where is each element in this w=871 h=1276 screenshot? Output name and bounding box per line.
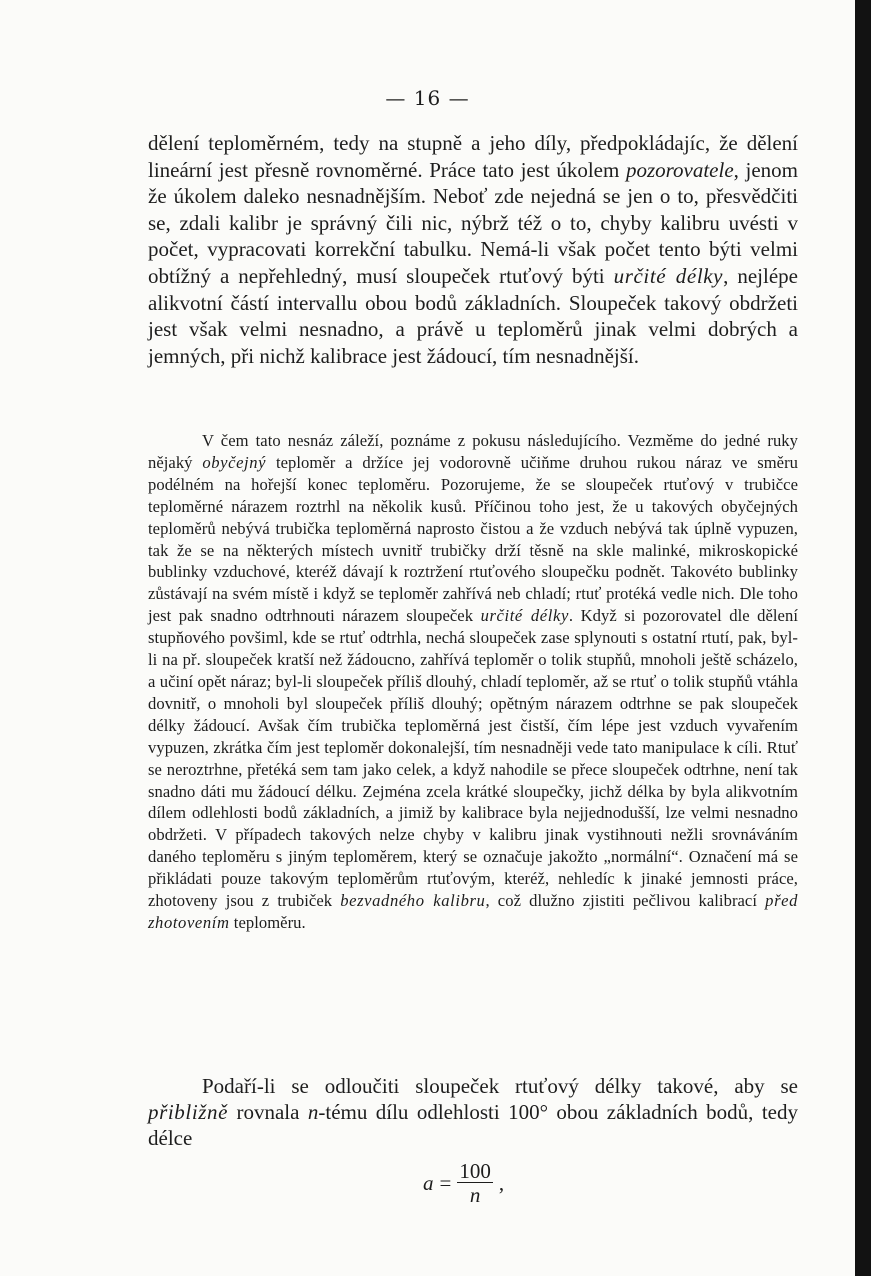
formula — [423, 1160, 504, 1207]
p1-text-c: , jenom že úkolem daleko nesnadnějším. Neboť zde nejedná se jen o to, přesvědčiti se, zdali kalibr je správný čili nic, nýbrž též o to, chyby kalibru uvésti v počet, vypracovati korrekční tabulku. Nemá-li však počet tento býti velmi obtížný a nepřehledný, musí sloupeček rtuťový býti — [148, 157, 798, 288]
page-number: — 16 — — [385, 86, 470, 110]
p1-text-e: , nejlépe alikvotní částí intervallu obou bodů základních. Sloupeček takový obdržeti jest však velmi nesnadno, a právě u teploměrů jinak velmi dobrých a jemných, při nichž kalibrace jest žádoucí, tím nesnadnější. — [148, 263, 798, 368]
p2-text-i: teploměru. — [229, 912, 306, 932]
p3-text-c: rovnala — [228, 1100, 308, 1124]
formula-comma: , — [498, 1171, 505, 1195]
p2-text-g: , což dlužno zjistiti pečlivou kalibrací — [485, 891, 766, 911]
formula-lhs: a — [423, 1171, 434, 1195]
paragraph-1 — [148, 130, 798, 369]
p3-emphasis-approximately: přibližně — [148, 1100, 229, 1124]
p3-text-a: Podaří-li se odloučiti sloupeček rtuťový délky takové, aby se — [202, 1074, 798, 1098]
p1-emphasis-definite-length: určité délky — [613, 263, 724, 288]
formula-equals: = — [439, 1171, 452, 1195]
scan-dark-edge — [855, 0, 871, 1276]
p1-emphasis-observer: pozorovatele — [625, 157, 734, 182]
p3-variable-n: n — [307, 1100, 319, 1124]
p2-text-e: . Když si pozorovatel dle dělení stupňového povšiml, kde se rtuť odtrhla, nechá sloupeček zase splynouti s ostatní rtutí, pak, byl-li na př. sloupeček kratší než žádoucno, zahřívá teploměr o tolik stupňů, mnoholi ještě scházelo, a učiní opět náraz; byl-li sloupeček příliš dlouhý, chladí teploměr, až se rtuť o tolik stupňů vtáhla dovnitř, o mnoholi byl sloupeček příliš dlouhý; opětným nárazem odtrhne se pak sloupeček délky žádoucí. Avšak čím trubička teploměrná jest čistší, čím lépe jest vzduch vyvařením vypuzen, zkrátka čím jest teploměr dokonalejší, tím nesnadněji vede tato manipulace k cíli. Rtuť se neroztrhne, přetéká sem tam jako celek, a když nahodile se přece sloupeček odtrhne, není tak snadno dáti mu žádoucí délku. Zejména zcela krátké sloupečky, jichž délka by byla alikvotním dílem odlehlosti bodů základních, a jimiž by kalibrace byla nejjednodušší, lze velmi nesnadno obdržeti. V případech takových nelze chyby v kalibru jinak vystihnouti nežli srovnáváním daného teploměru s jiným teploměrem, který se označuje jakožto „normální“. Označení má se přikládati pouze takovým teploměrům rtuťovým, kteréž, nehledíc k jinaké jemnosti práce, zhotoveny jsou z trubiček — [148, 606, 798, 911]
paragraph-2-small-print — [148, 430, 798, 934]
p2-text-c: teploměr a držíce jej vodorovně učiňme druhou rukou náraz ve směru podélném na hořejší konec teploměru. Pozorujeme, že se sloupeček rtuťový v trubičce teploměrné nárazem roztrhl na několik kusů. Příčinou toho jest, že u takových obyčejných teploměrů nebývá trubička teploměrná naprosto čistou a že vzduch nebývá tak úplně vypuzen, tak že se na některých místech uvnitř trubičky drží těsně na skle malinké, mikroskopické bublinky vzduchové, kteréž dávají k roztržení rtuťového sloupečku podnět. Takovéto bublinky zůstávají na svém místě i když se teploměr zahřívá neb chladí; rtuť protéká vedle nich. Dle toho jest pak snadno odtrhnouti nárazem sloupeček — [148, 452, 799, 626]
formula-fraction — [457, 1160, 493, 1207]
p3-text-e: -tému dílu odlehlosti 100° obou základních bodů, tedy délce — [148, 1100, 798, 1150]
formula-denominator: n — [469, 1183, 481, 1207]
p2-emphasis-definite-length: určité délky — [480, 606, 569, 626]
p2-text-a: V čem tato nesnáz záleží, poznáme z pokusu následujícího. Vezměme do jedné ruky nějaký — [148, 431, 798, 472]
paragraph-3 — [148, 1073, 798, 1151]
p2-emphasis-flawless-caliber: bezvadného kalibru — [340, 891, 486, 911]
formula-numerator: 100 — [459, 1159, 491, 1183]
p1-text-a: dělení teploměrném, tedy na stupně a jeho díly, předpokládajíc, že dělení lineární jest přesně rovnoměrné. Práce tato jest úkolem — [148, 131, 798, 182]
p2-emphasis-before-making: před zhotovením — [148, 891, 798, 932]
p2-emphasis-ordinary: obyčejný — [202, 452, 267, 472]
